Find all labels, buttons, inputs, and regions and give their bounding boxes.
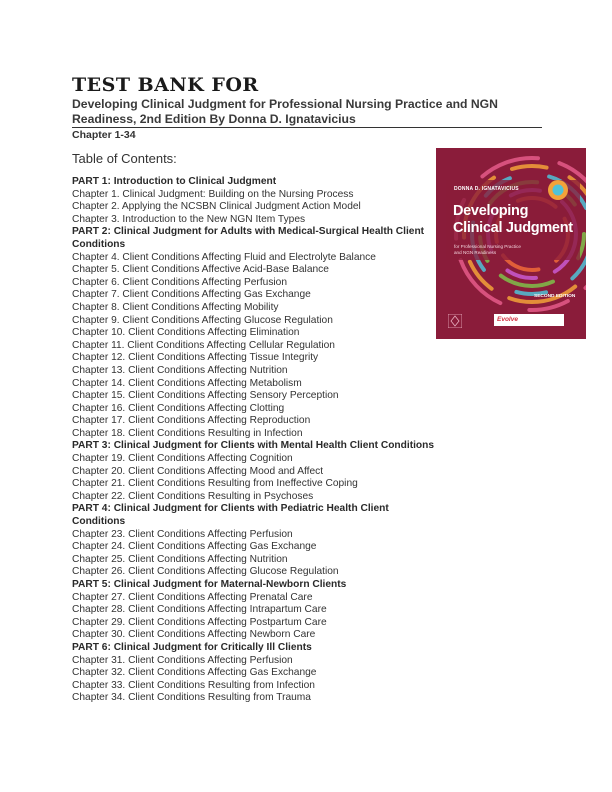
toc-chapter-item: Chapter 16. Client Conditions Affecting Clotting (72, 402, 285, 414)
toc-chapter-item: Chapter 31. Client Conditions Affecting Perfusion (72, 654, 293, 666)
toc-chapter-item: Chapter 24. Client Conditions Affecting Gas Exchange (72, 541, 317, 553)
cover-subtitle-line2: and NGN Readiness (454, 250, 497, 255)
toc-chapter-item: Chapter 10. Client Conditions Affecting Elimination (72, 327, 300, 339)
evolve-badge (494, 314, 564, 326)
toc-chapter-item: Chapter 20. Client Conditions Affecting Mood and Affect (72, 465, 324, 477)
toc-chapter-item: Chapter 26. Client Conditions Affecting Glucose Regulation (72, 566, 339, 578)
book-title: Developing Clinical Judgment for Professional Nursing Practice and NGN Readiness, 2nd Edition By Donna D. Ignatavicius (72, 97, 498, 126)
title-divider (72, 127, 542, 128)
cover-edition: SECOND EDITION (534, 294, 576, 299)
cover-author: DONNA D. IGNATAVICIUS (454, 186, 519, 192)
toc-chapter-item: Chapter 11. Client Conditions Affecting Cellular Regulation (72, 339, 335, 351)
toc-part-heading: PART 1: Introduction to Clinical Judgment (72, 176, 277, 187)
toc-part-heading: PART 2: Clinical Judgment for Adults with Medical-Surgical Health Client Conditions (72, 226, 425, 250)
toc-chapter-item: Chapter 27. Client Conditions Affecting Prenatal Care (72, 591, 313, 603)
banner-title: TEST BANK FOR (72, 74, 259, 96)
toc-heading: Table of Contents: (72, 151, 177, 166)
toc-chapter-item: Chapter 28. Client Conditions Affecting Intrapartum Care (72, 604, 327, 616)
toc-chapter-item: Chapter 3. Introduction to the New NGN Item Types (72, 213, 306, 225)
toc-chapter-item: Chapter 5. Client Conditions Affective Acid-Base Balance (72, 264, 329, 276)
toc-chapter-item: Chapter 15. Client Conditions Affecting Sensory Perception (72, 390, 339, 402)
toc-chapter-item: Chapter 8. Client Conditions Affecting Mobility (72, 301, 279, 313)
cover-title-line2: Clinical Judgment (453, 220, 573, 236)
toc-chapter-item: Chapter 12. Client Conditions Affecting Tissue Integrity (72, 352, 319, 364)
toc-chapter-item: Chapter 34. Client Conditions Resulting from Trauma (72, 692, 311, 704)
toc-chapter-item: Chapter 6. Client Conditions Affecting Perfusion (72, 276, 288, 288)
book-cover-image (436, 148, 586, 339)
toc-chapter-item: Chapter 17. Client Conditions Affecting Reproduction (72, 415, 311, 427)
toc-chapter-item: Chapter 4. Client Conditions Affecting Fluid and Electrolyte Balance (72, 251, 376, 263)
evolve-label: Evolve (497, 316, 518, 323)
toc-chapter-item: Chapter 32. Client Conditions Affecting Gas Exchange (72, 667, 317, 679)
chapter-range: Chapter 1-34 (72, 129, 136, 141)
toc-chapter-item: Chapter 29. Client Conditions Affecting Postpartum Care (72, 616, 327, 628)
toc-chapter-item: Chapter 30. Client Conditions Affecting Newborn Care (72, 629, 316, 641)
toc-chapter-item: Chapter 9. Client Conditions Affecting Glucose Regulation (72, 314, 333, 326)
toc-chapter-item: Chapter 21. Client Conditions Resulting from Ineffective Coping (72, 478, 358, 490)
toc-chapter-item: Chapter 22. Client Conditions Resulting in Psychoses (72, 490, 314, 502)
toc-chapter-item: Chapter 2. Applying the NCSBN Clinical Judgment Action Model (72, 201, 361, 213)
toc-chapter-item: Chapter 23. Client Conditions Affecting Perfusion (72, 528, 293, 540)
toc-chapter-item: Chapter 13. Client Conditions Affecting Nutrition (72, 364, 288, 376)
publisher-logo-icon (448, 314, 462, 328)
toc-chapter-item: Chapter 19. Client Conditions Affecting Cognition (72, 453, 293, 465)
brain-head-icon (548, 180, 568, 200)
toc-part-heading: PART 4: Clinical Judgment for Clients with Pediatric Health Client Conditions (72, 503, 389, 528)
toc-chapter-item: Chapter 33. Client Conditions Resulting from Infection (72, 679, 315, 691)
toc-part-heading: PART 3: Clinical Judgment for Clients with Mental Health Client Conditions (72, 440, 435, 452)
toc-part-heading: PART 6: Clinical Judgment for Critically Ill Clients (72, 641, 312, 653)
toc-chapter-item: Chapter 14. Client Conditions Affecting Metabolism (72, 377, 302, 389)
cover-title-line1: Developing (453, 203, 529, 219)
table-of-contents (72, 176, 492, 705)
toc-part-heading: PART 5: Clinical Judgment for Maternal-Newborn Clients (72, 579, 347, 590)
toc-chapter-item: Chapter 18. Client Conditions Resulting in Infection (72, 427, 303, 439)
toc-chapter-item: Chapter 25. Client Conditions Affecting Nutrition (72, 553, 288, 565)
toc-chapter-item: Chapter 1. Clinical Judgment: Building on the Nursing Process (72, 188, 354, 200)
toc-chapter-item: Chapter 7. Client Conditions Affecting Gas Exchange (72, 289, 311, 301)
cover-subtitle-line1: for Professional Nursing Practice (454, 244, 521, 249)
